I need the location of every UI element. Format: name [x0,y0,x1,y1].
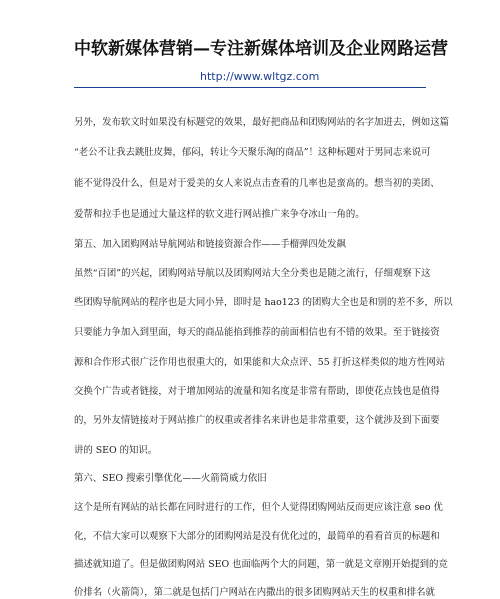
body-line: 化，不信大家可以观察下大部分的团购网站是没有优化过的，最简单的看看首页的标题和 [74,531,440,542]
header-divider [74,87,426,88]
body-line: “老公不让我去跳肚皮舞，郁闷，转让今天聚乐淘的商品”！这种标题对于男同志来说可 [74,147,431,158]
section-heading: 第五、加入团购网站导航网站和链接资源合作——手榴弹四处发飙 [74,239,346,250]
body-line: 爱帮和拉手也是通过大量这样的软文进行网站推广来争夺冰山一角的。 [74,209,365,220]
body-line: 些团购导航网站的程序也是大同小异，即时是 hao123 的团购大全也是和别的差不多，所以 [74,297,453,308]
body-line: 交换个广告或者链接，对于增加网站的流量和知名度是非常有帮助，即使花点钱也是值得 [74,386,440,397]
body-line: 这个是所有网站的站长都在同时进行的工作，但个人觉得团购网站反而更应该注意 seo 优 [74,502,443,513]
body-line: 源和合作形式很广泛作用也很重大的，如果能和大众点评、55 打折这样类似的地方性网站 [74,357,446,368]
section-heading: 第六、SEO 搜索引擎优化——火箭筒威力依旧 [74,473,267,484]
body-line: 的，另外友情链接对于网站推广的权重或者排名来讲也是非常重要，这个就涉及到下面要 [74,415,440,426]
body-line: 虽然“百团”的兴起，团购网站导航以及团购网站大全分类也是随之流行，仔细观察下这 [74,268,431,279]
body-line: 价排名（火箭筒），第二就是包括门户网站在内撒出的很多团购网站天生的权重和排名就 [74,587,435,598]
body-line: 只要能力争加入到里面，每天的商品能掐到推荐的前面相信也有不错的效果。至于链接资 [74,327,440,338]
body-line: 能不觉得没什么，但是对于爱美的女人来说点击查看的几率也是蛮高的。想当初的美团、 [74,178,440,189]
body-line: 另外，发布软文时如果没有标题党的效果，最好把商品和团购网站的名字加进去，例如这篇 [74,117,450,128]
page-title: 中软新媒体营销—专注新媒体培训及企业网路运营 [74,39,448,59]
header-url-link[interactable]: http://www.wltgz.com [200,70,320,83]
body-line: 讲的 SEO 的知识。 [74,445,158,456]
body-line: 描述就知道了。但是做团购网站 SEO 也面临两个大的问题，第一就是文章刚开始提到的竞 [74,559,448,570]
